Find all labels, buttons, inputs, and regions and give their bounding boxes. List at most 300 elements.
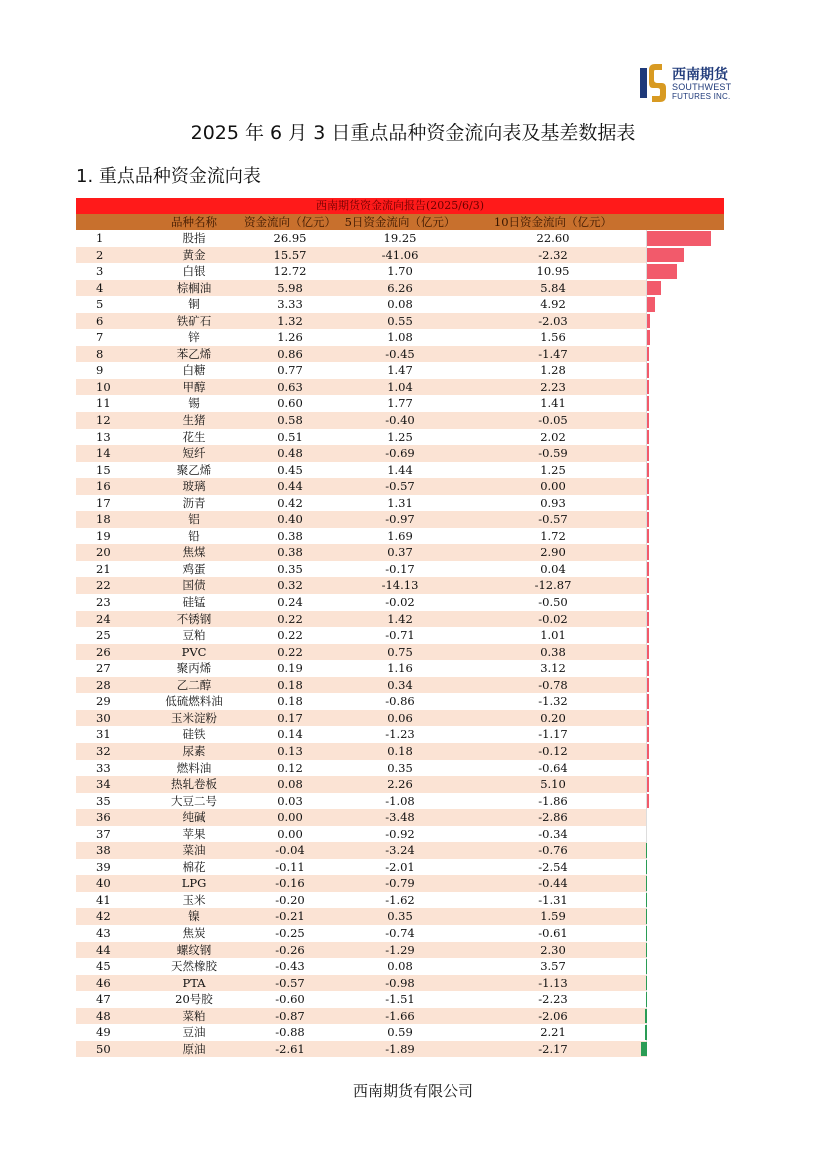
flow-5d-cell: -0.74 <box>385 925 415 940</box>
flow-bar <box>647 248 684 263</box>
flow-5d-cell: 2.26 <box>387 777 413 792</box>
flow-bar <box>647 264 677 279</box>
flow-5d-cell: 0.59 <box>387 1025 413 1040</box>
flow-bar-cell <box>646 842 724 859</box>
rank-cell: 8 <box>96 346 104 361</box>
table-header <box>76 214 724 230</box>
flow-cell: -0.11 <box>275 859 305 874</box>
flow-bar <box>647 231 711 246</box>
flow-bar <box>646 909 648 924</box>
flow-bar-cell <box>646 627 724 644</box>
table-row <box>76 1008 724 1025</box>
name-cell: 焦炭 <box>182 925 206 940</box>
flow-bar <box>647 694 649 709</box>
flow-bar <box>647 479 649 494</box>
flow-10d-cell: 0.38 <box>540 644 566 659</box>
table-row <box>76 743 724 760</box>
flow-bar-cell <box>646 395 724 412</box>
table-row <box>76 793 724 810</box>
rank-cell: 47 <box>96 992 111 1007</box>
flow-bar-cell <box>646 908 724 925</box>
flow-cell: 0.48 <box>277 446 303 461</box>
table-row <box>76 462 724 479</box>
flow-bar-cell <box>646 710 724 727</box>
flow-bar-cell <box>646 975 724 992</box>
flow-cell: 0.35 <box>277 561 303 576</box>
name-cell: 螺纹钢 <box>176 942 212 957</box>
flow-10d-cell: 0.93 <box>540 495 566 510</box>
rank-cell: 33 <box>96 760 111 775</box>
flow-5d-cell: -0.92 <box>385 826 415 841</box>
rank-cell: 12 <box>96 413 111 428</box>
rank-cell: 34 <box>96 777 111 792</box>
flow-bar <box>647 529 649 544</box>
flow-10d-cell: -12.87 <box>534 578 572 593</box>
name-cell: 热轧卷板 <box>171 777 217 792</box>
document-title: 2025 年 6 月 3 日重点品种资金流向表及基差数据表 <box>190 122 636 144</box>
rank-cell: 31 <box>96 727 111 742</box>
flow-cell: 0.44 <box>277 479 303 494</box>
flow-bar <box>646 959 648 974</box>
flow-bar <box>646 992 648 1007</box>
table-title: 西南期货资金流向报告(2025/6/3) <box>76 198 724 214</box>
flow-10d-cell: 3.57 <box>540 959 566 974</box>
flow-cell: -0.25 <box>275 925 305 940</box>
flow-10d-cell: 5.84 <box>540 280 566 295</box>
name-cell: 大豆二号 <box>171 793 217 808</box>
flow-bar <box>647 578 649 593</box>
table-row <box>76 875 724 892</box>
table-row <box>76 445 724 462</box>
flow-10d-cell: -1.17 <box>538 727 568 742</box>
name-cell: 棕榈油 <box>176 280 212 295</box>
flow-bar-cell <box>646 644 724 661</box>
flow-bar <box>647 645 649 660</box>
flow-cell: -0.04 <box>275 843 305 858</box>
name-cell: 国债 <box>182 578 206 593</box>
flow-bar-cell <box>646 660 724 677</box>
flow-10d-cell: 1.28 <box>540 363 566 378</box>
company-logo <box>640 60 760 106</box>
flow-5d-cell: -0.97 <box>385 512 415 527</box>
rank-cell: 28 <box>96 677 111 692</box>
name-cell: 花生 <box>182 429 206 444</box>
rank-cell: 24 <box>96 611 111 626</box>
flow-bar <box>641 1042 647 1057</box>
rank-cell: 43 <box>96 925 111 940</box>
flow-cell: 0.32 <box>277 578 303 593</box>
table-row <box>76 346 724 363</box>
name-cell: PVC <box>181 644 207 659</box>
name-cell: 聚乙烯 <box>176 462 212 477</box>
rank-cell: 6 <box>96 313 104 328</box>
flow-cell: 5.98 <box>277 280 303 295</box>
flow-cell: 0.14 <box>277 727 303 742</box>
flow-bar-cell <box>646 313 724 330</box>
rank-cell: 10 <box>96 379 111 394</box>
table-row <box>76 1024 724 1041</box>
table-row <box>76 644 724 661</box>
flow-bar <box>647 711 649 726</box>
flow-10d-cell: 1.72 <box>540 528 566 543</box>
flow-bar-cell <box>646 726 724 743</box>
name-cell: PTA <box>182 975 206 990</box>
name-cell: 玉米 <box>182 892 206 907</box>
rank-cell: 4 <box>96 280 104 295</box>
flow-10d-cell: 1.25 <box>540 462 566 477</box>
name-cell: 燃料油 <box>176 760 212 775</box>
name-cell: 鸡蛋 <box>182 561 206 576</box>
table-row <box>76 908 724 925</box>
logo-cn-text: 西南期货 <box>672 67 728 83</box>
flow-cell: 1.26 <box>277 330 303 345</box>
flow-bar-cell <box>646 892 724 909</box>
flow-bar-cell <box>646 329 724 346</box>
table-row <box>76 660 724 677</box>
table-row <box>76 809 724 826</box>
header-flow: 资金流向（亿元） <box>244 215 336 229</box>
flow-10d-cell: -0.76 <box>538 843 568 858</box>
flow-bar-cell <box>646 942 724 959</box>
flow-5d-cell: -1.51 <box>385 992 415 1007</box>
flow-10d-cell: -0.57 <box>538 512 568 527</box>
flow-10d-cell: -0.34 <box>538 826 568 841</box>
flow-5d-cell: 1.04 <box>387 379 413 394</box>
flow-bar-cell <box>646 1024 724 1041</box>
flow-bar-cell <box>646 1008 724 1025</box>
table-row <box>76 230 724 247</box>
rank-cell: 25 <box>96 628 111 643</box>
rank-cell: 45 <box>96 959 111 974</box>
rank-cell: 37 <box>96 826 111 841</box>
flow-10d-cell: -0.05 <box>538 413 568 428</box>
flow-bar <box>646 843 648 858</box>
rank-cell: 49 <box>96 1025 111 1040</box>
flow-bar <box>646 976 648 991</box>
header-rank <box>76 214 148 230</box>
flow-bar-cell <box>646 594 724 611</box>
flow-10d-cell: 1.01 <box>540 628 566 643</box>
flow-cell: 0.86 <box>277 346 303 361</box>
rank-cell: 1 <box>96 231 104 245</box>
flow-cell: -0.57 <box>275 975 305 990</box>
flow-5d-cell: 0.08 <box>387 297 413 312</box>
flow-cell: 0.13 <box>277 743 303 758</box>
table-row <box>76 776 724 793</box>
name-cell: 白糖 <box>182 363 206 378</box>
flow-10d-cell: -1.47 <box>538 346 568 361</box>
rank-cell: 16 <box>96 479 111 494</box>
flow-cell: -0.21 <box>275 909 305 924</box>
flow-5d-cell: -2.01 <box>385 859 415 874</box>
flow-bar-cell <box>646 445 724 462</box>
flow-10d-cell: -2.54 <box>538 859 568 874</box>
flow-5d-cell: -0.79 <box>385 876 415 891</box>
header-bar <box>646 214 724 230</box>
table-row <box>76 942 724 959</box>
rank-cell: 2 <box>96 247 104 262</box>
flow-bar <box>647 545 649 560</box>
flow-bar-cell <box>646 875 724 892</box>
flow-bar-cell <box>646 511 724 528</box>
flow-5d-cell: 6.26 <box>387 280 413 295</box>
table-row <box>76 379 724 396</box>
flow-bar-cell <box>646 528 724 545</box>
flow-10d-cell: 2.21 <box>540 1025 566 1040</box>
rank-cell: 36 <box>96 810 111 825</box>
name-cell: 豆油 <box>182 1025 206 1040</box>
flow-5d-cell: 1.31 <box>387 495 413 510</box>
flow-10d-cell: -0.02 <box>538 611 568 626</box>
name-cell: 20号胶 <box>175 992 213 1007</box>
flow-5d-cell: 1.16 <box>387 661 413 676</box>
name-cell: 白银 <box>182 264 206 279</box>
rank-cell: 38 <box>96 843 111 858</box>
flow-bar <box>646 860 648 875</box>
table-row <box>76 677 724 694</box>
flow-5d-cell: 0.55 <box>387 313 413 328</box>
name-cell: 菜粕 <box>182 1008 206 1023</box>
name-cell: 镍 <box>188 909 200 924</box>
flow-5d-cell: -1.29 <box>385 942 415 957</box>
flow-bar <box>647 363 649 378</box>
flow-10d-cell: -2.86 <box>538 810 568 825</box>
rank-cell: 40 <box>96 876 111 891</box>
flow-bar-cell <box>646 544 724 561</box>
name-cell: 聚丙烯 <box>176 661 212 676</box>
flow-bar <box>645 1009 647 1024</box>
flow-5d-cell: 0.18 <box>387 743 413 758</box>
flow-5d-cell: -0.86 <box>385 694 415 709</box>
flow-bar-cell <box>646 743 724 760</box>
flow-bar <box>646 876 648 891</box>
flow-cell: 0.40 <box>277 512 303 527</box>
flow-5d-cell: -1.08 <box>385 793 415 808</box>
table-row <box>76 296 724 313</box>
rank-cell: 22 <box>96 578 111 593</box>
flow-10d-cell: -0.50 <box>538 595 568 610</box>
rank-cell: 3 <box>96 264 104 279</box>
flow-bar <box>647 463 649 478</box>
flow-10d-cell: -1.31 <box>538 892 568 907</box>
rank-cell: 17 <box>96 495 111 510</box>
flow-5d-cell: -0.69 <box>385 446 415 461</box>
flow-cell: 0.22 <box>277 628 303 643</box>
flow-5d-cell: -0.57 <box>385 479 415 494</box>
flow-5d-cell: 0.34 <box>387 677 413 692</box>
rank-cell: 35 <box>96 793 111 808</box>
flow-10d-cell: 0.04 <box>540 561 566 576</box>
table-row <box>76 478 724 495</box>
footer-company: 西南期货有限公司 <box>352 1082 473 1100</box>
flow-cell: 0.18 <box>277 677 303 692</box>
rank-cell: 13 <box>96 429 111 444</box>
name-cell: 锌 <box>188 330 200 345</box>
rank-cell: 46 <box>96 975 111 990</box>
flow-bar <box>647 297 655 312</box>
flow-bar <box>647 612 649 627</box>
flow-cell: -0.60 <box>275 992 305 1007</box>
flow-cell: 0.60 <box>277 396 303 411</box>
rank-cell: 5 <box>96 297 104 312</box>
flow-cell: 0.45 <box>277 462 303 477</box>
flow-bar <box>647 777 649 792</box>
flow-bar <box>647 562 649 577</box>
flow-bar <box>647 512 649 527</box>
name-cell: 甲醇 <box>182 379 206 394</box>
flow-10d-cell: 2.90 <box>540 545 566 560</box>
flow-10d-cell: 1.59 <box>540 909 566 924</box>
table-row <box>76 395 724 412</box>
flow-10d-cell: 5.10 <box>540 777 566 792</box>
table-row <box>76 1041 724 1058</box>
flow-5d-cell: -0.98 <box>385 975 415 990</box>
flow-5d-cell: 1.77 <box>387 396 413 411</box>
flow-10d-cell: -0.59 <box>538 446 568 461</box>
logo-en-text: SOUTHWEST <box>672 82 732 92</box>
flow-cell: 1.32 <box>277 313 303 328</box>
rank-cell: 23 <box>96 595 111 610</box>
rank-cell: 19 <box>96 528 111 543</box>
flow-bar-cell <box>646 793 724 810</box>
flow-5d-cell: 1.47 <box>387 363 413 378</box>
flow-bar-cell <box>646 362 724 379</box>
flow-10d-cell: -2.03 <box>538 313 568 328</box>
flow-5d-cell: 1.42 <box>387 611 413 626</box>
table-row <box>76 594 724 611</box>
table-row <box>76 263 724 280</box>
rank-cell: 30 <box>96 710 111 725</box>
flow-cell: 0.22 <box>277 611 303 626</box>
name-cell: 铝 <box>188 512 200 527</box>
name-cell: 沥青 <box>182 495 206 510</box>
flow-cell: -0.43 <box>275 959 305 974</box>
flow-cell: -0.20 <box>275 892 305 907</box>
flow-10d-cell: -2.06 <box>538 1008 568 1023</box>
flow-bar <box>647 678 649 693</box>
flow-bar-cell <box>646 247 724 264</box>
name-cell: 短纤 <box>182 446 206 461</box>
section-title: 1. 重点品种资金流向表 <box>76 166 261 187</box>
table-row <box>76 247 724 264</box>
flow-5d-cell: -1.62 <box>385 892 415 907</box>
flow-cell: 26.95 <box>273 231 307 245</box>
rank-cell: 44 <box>96 942 111 957</box>
flow-5d-cell: 0.08 <box>387 959 413 974</box>
flow-cell: 0.42 <box>277 495 303 510</box>
flow-bar <box>646 893 648 908</box>
name-cell: 焦煤 <box>182 545 206 560</box>
flow-5d-cell: -3.24 <box>385 843 415 858</box>
flow-cell: 0.77 <box>277 363 303 378</box>
table-row <box>76 710 724 727</box>
flow-10d-cell: 10.95 <box>536 264 570 279</box>
flow-5d-cell: -3.48 <box>385 810 415 825</box>
flow-bar-cell <box>646 561 724 578</box>
flow-10d-cell: -1.32 <box>538 694 568 709</box>
table-row <box>76 577 724 594</box>
name-cell: 棉花 <box>182 859 206 874</box>
flow-10d-cell: -1.13 <box>538 975 568 990</box>
flow-cell: -0.88 <box>275 1025 305 1040</box>
flow-10d-cell: -0.44 <box>538 876 568 891</box>
flow-cell: 0.22 <box>277 644 303 659</box>
name-cell: 天然橡胶 <box>171 959 217 974</box>
flow-bar-cell <box>646 859 724 876</box>
table-row <box>76 429 724 446</box>
fund-flow-table <box>76 198 724 1057</box>
table-row <box>76 991 724 1008</box>
table-row <box>76 859 724 876</box>
flow-cell: 12.72 <box>273 264 307 279</box>
rank-cell: 41 <box>96 892 111 907</box>
flow-cell: 3.33 <box>277 297 303 312</box>
flow-10d-cell: -1.86 <box>538 793 568 808</box>
flow-bar-cell <box>646 263 724 280</box>
flow-bar <box>647 396 649 411</box>
table-row <box>76 495 724 512</box>
flow-bar-cell <box>646 462 724 479</box>
flow-cell: -0.16 <box>275 876 305 891</box>
flow-cell: 0.19 <box>277 661 303 676</box>
rank-cell: 7 <box>96 330 104 345</box>
flow-bar <box>647 744 649 759</box>
flow-bar-cell <box>646 577 724 594</box>
name-cell: 铁矿石 <box>176 313 212 328</box>
flow-5d-cell: 1.69 <box>387 528 413 543</box>
flow-5d-cell: -0.45 <box>385 346 415 361</box>
flow-cell: 0.18 <box>277 694 303 709</box>
flow-cell: 0.51 <box>277 429 303 444</box>
flow-bar-cell <box>646 1041 724 1058</box>
name-cell: 尿素 <box>182 743 206 758</box>
table-row <box>76 925 724 942</box>
flow-5d-cell: 0.37 <box>387 545 413 560</box>
flow-bar <box>647 496 649 511</box>
table-row <box>76 693 724 710</box>
flow-10d-cell: -0.61 <box>538 925 568 940</box>
flow-5d-cell: 0.35 <box>387 760 413 775</box>
flow-cell: -0.87 <box>275 1008 305 1023</box>
flow-cell: 0.00 <box>277 826 303 841</box>
name-cell: 乙二醇 <box>176 677 212 692</box>
flow-bar-cell <box>646 991 724 1008</box>
flow-bar-cell <box>646 379 724 396</box>
name-cell: LPG <box>181 876 207 891</box>
flow-10d-cell: 2.02 <box>540 429 566 444</box>
flow-5d-cell: -1.23 <box>385 727 415 742</box>
flow-bar-cell <box>646 826 724 843</box>
flow-bar <box>646 943 648 958</box>
table-row <box>76 362 724 379</box>
flow-bar-cell <box>646 412 724 429</box>
flow-5d-cell: -1.66 <box>385 1008 415 1023</box>
flow-5d-cell: -0.71 <box>385 628 415 643</box>
table-row <box>76 329 724 346</box>
name-cell: 低硫燃料油 <box>165 694 223 709</box>
flow-cell: 0.24 <box>277 595 303 610</box>
flow-bar-cell <box>646 958 724 975</box>
flow-bar-cell <box>646 495 724 512</box>
flow-10d-cell: 0.00 <box>540 479 566 494</box>
rank-cell: 26 <box>96 644 111 659</box>
table-row <box>76 760 724 777</box>
name-cell: 豆粕 <box>182 628 206 643</box>
name-cell: 玉米淀粉 <box>171 710 217 725</box>
table-row <box>76 412 724 429</box>
flow-bar-cell <box>646 677 724 694</box>
rank-cell: 32 <box>96 743 111 758</box>
